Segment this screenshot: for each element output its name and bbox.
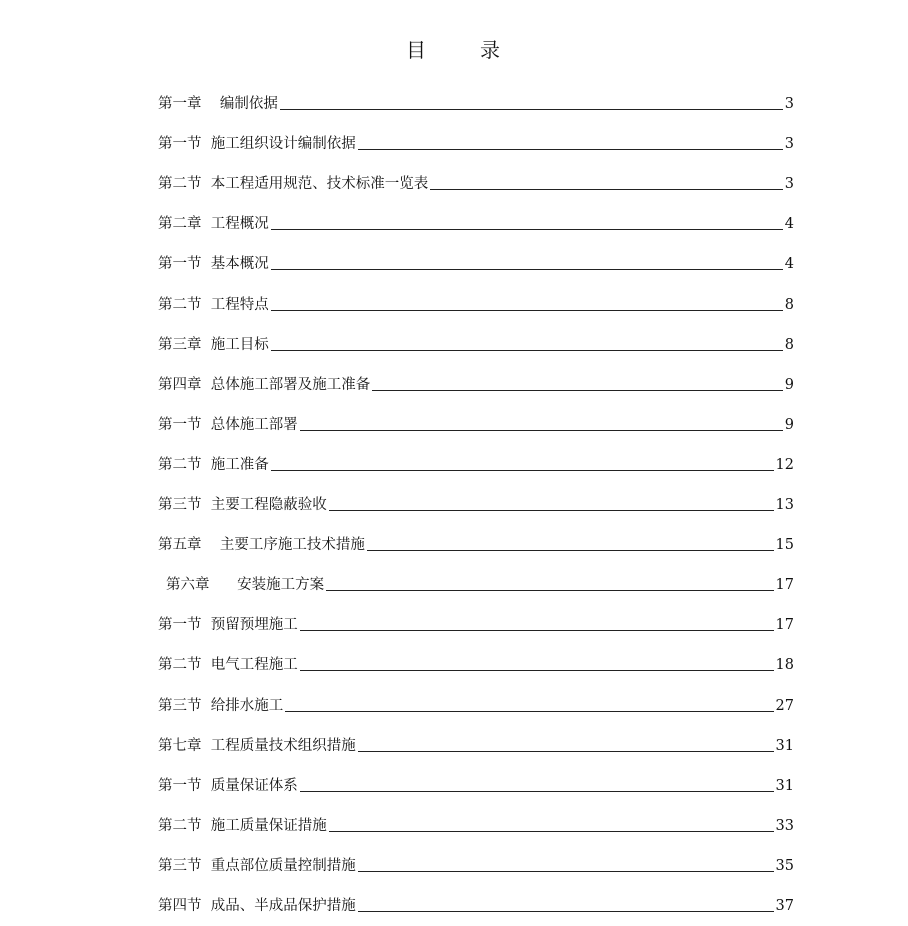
toc-entry-label: 第二节 本工程适用规范、技术标准一览表 xyxy=(158,176,429,193)
toc-title-char-2: 录 xyxy=(480,38,502,62)
toc-entry[interactable] xyxy=(158,244,794,284)
toc-entry-page: 31 xyxy=(775,777,794,794)
toc-leader-line xyxy=(367,550,774,551)
toc-entry-page: 3 xyxy=(784,96,794,113)
toc-entry-page: 4 xyxy=(784,216,794,233)
toc-entry-label: 第一章 编制依据 xyxy=(158,96,278,113)
toc-entry[interactable] xyxy=(158,204,794,244)
toc-entry-page: 37 xyxy=(775,897,794,914)
toc-entry[interactable] xyxy=(158,84,794,124)
toc-entry[interactable] xyxy=(158,846,794,886)
toc-leader-line xyxy=(358,911,774,912)
toc-leader-line xyxy=(326,590,773,591)
toc-entry[interactable] xyxy=(158,325,794,365)
toc-entry-page: 12 xyxy=(775,456,794,473)
toc-entry[interactable] xyxy=(158,284,794,324)
toc-entry-page: 15 xyxy=(775,537,794,554)
toc-entry[interactable] xyxy=(158,726,794,766)
toc-entry[interactable] xyxy=(158,565,794,605)
toc-leader-line xyxy=(300,791,774,792)
toc-title xyxy=(0,34,908,63)
toc-leader-line xyxy=(271,269,783,270)
toc-leader-line xyxy=(358,149,783,150)
toc-leader-line xyxy=(329,831,774,832)
toc-leader-line xyxy=(358,751,774,752)
toc-leader-line xyxy=(300,670,774,671)
toc-leader-line xyxy=(300,630,774,631)
toc-leader-line xyxy=(271,310,783,311)
toc-entry-page: 31 xyxy=(775,737,794,754)
toc-entry-label: 第四节 成品、半成品保护措施 xyxy=(158,897,356,914)
toc-entry-label: 第三章 施工目标 xyxy=(158,336,269,353)
toc-entry[interactable] xyxy=(158,886,794,926)
toc-entry-page: 8 xyxy=(784,336,794,353)
toc-entry-page: 33 xyxy=(775,817,794,834)
toc-entry-label: 第六章 安装施工方案 xyxy=(166,577,325,594)
toc-entry-label: 第一节 质量保证体系 xyxy=(158,777,298,794)
toc-entry-label: 第四章 总体施工部署及施工准备 xyxy=(158,376,371,393)
toc-entry-page: 8 xyxy=(784,296,794,313)
toc-entry[interactable] xyxy=(158,445,794,485)
toc-entry-page: 3 xyxy=(784,136,794,153)
toc-entry-label: 第一节 总体施工部署 xyxy=(158,416,298,433)
toc-entry[interactable] xyxy=(158,766,794,806)
toc-entry-page: 13 xyxy=(775,497,794,514)
toc-leader-line xyxy=(430,189,783,190)
toc-leader-line xyxy=(271,350,783,351)
toc-entry-label: 第二节 施工质量保证措施 xyxy=(158,817,327,834)
toc-entry-label: 第一节 预留预埋施工 xyxy=(158,617,298,634)
toc-entry-label: 第二节 工程特点 xyxy=(158,296,269,313)
toc-entry[interactable] xyxy=(158,485,794,525)
toc-entry-page: 17 xyxy=(775,617,794,634)
toc-leader-line xyxy=(285,711,773,712)
toc-leader-line xyxy=(358,871,774,872)
toc-entry-page: 35 xyxy=(775,857,794,874)
toc-entry[interactable] xyxy=(158,685,794,725)
toc-entry[interactable] xyxy=(158,365,794,405)
toc-entry[interactable] xyxy=(158,405,794,445)
toc-entry[interactable] xyxy=(158,605,794,645)
toc-entry-label: 第七章 工程质量技术组织措施 xyxy=(158,737,356,754)
toc-entry-label: 第二节 施工准备 xyxy=(158,456,269,473)
toc-leader-line xyxy=(271,229,783,230)
toc-entry-label: 第二节 电气工程施工 xyxy=(158,657,298,674)
toc-entry-label: 第一节 基本概况 xyxy=(158,256,269,273)
toc-entry-page: 3 xyxy=(784,176,794,193)
toc-entry-page: 27 xyxy=(775,697,794,714)
toc-entry-label: 第二章 工程概况 xyxy=(158,216,269,233)
toc-entry[interactable] xyxy=(158,525,794,565)
toc-entry[interactable] xyxy=(158,806,794,846)
toc-entry-page: 4 xyxy=(784,256,794,273)
toc-leader-line xyxy=(271,470,774,471)
toc-entry[interactable] xyxy=(158,645,794,685)
toc-entry-page: 9 xyxy=(784,416,794,433)
toc-leader-line xyxy=(300,430,783,431)
toc-entry-label: 第五章 主要工序施工技术措施 xyxy=(158,537,365,554)
toc-entry[interactable] xyxy=(158,124,794,164)
toc-entry-label: 第三节 主要工程隐蔽验收 xyxy=(158,497,327,514)
toc-entry-label: 第三节 给排水施工 xyxy=(158,697,284,714)
toc-entry-page: 18 xyxy=(775,657,794,674)
toc-entry-page: 9 xyxy=(784,376,794,393)
toc-leader-line xyxy=(280,109,783,110)
toc-leader-line xyxy=(372,390,783,391)
toc-entry-label: 第三节 重点部位质量控制措施 xyxy=(158,857,356,874)
toc-leader-line xyxy=(329,510,774,511)
toc-entry[interactable] xyxy=(158,164,794,204)
toc-list xyxy=(158,84,794,926)
toc-entry-page: 17 xyxy=(775,577,794,594)
toc-title-char-1: 目 xyxy=(406,38,428,62)
toc-entry-label: 第一节 施工组织设计编制依据 xyxy=(158,136,356,153)
